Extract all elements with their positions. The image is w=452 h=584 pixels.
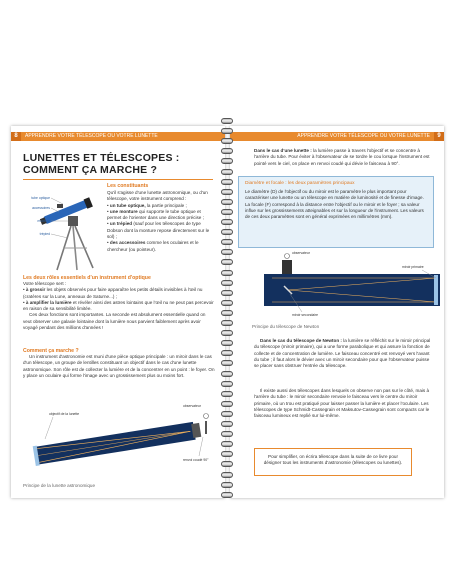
how-it-works-paragraph: Un instrument d'astronomie est muni d'une pièce optique principale : un miroir dans le cas d'un télescope, un groupe de lentilles constituant un objectif dans le cas d'une lunette astronomique. Son rôle est de collecter la lumière et de la concentrer en un point : le foyer. On y place un oculaire qui forme l'image avec un grossissement plus ou moins fort. xyxy=(23,354,215,378)
note-box xyxy=(254,448,412,476)
spiral-ring xyxy=(221,391,233,397)
info-box-title: Diamètre et focale : les deux paramètres principaux xyxy=(245,181,355,186)
spiral-ring xyxy=(221,280,233,286)
spiral-ring xyxy=(221,381,233,387)
constituants-item-3: • un trépied (sauf pour les télescopes de type Dobson dont la monture repose directement sur le sol) ; xyxy=(107,221,210,240)
title-line-2: COMMENT ÇA MARCHE ? xyxy=(23,164,158,176)
page-title xyxy=(23,152,223,176)
spiral-binding xyxy=(221,118,233,503)
newton-diagram xyxy=(252,250,442,322)
spiral-ring xyxy=(221,371,233,377)
spiral-ring xyxy=(221,179,233,185)
spiral-ring xyxy=(221,128,233,134)
spiral-ring xyxy=(221,340,233,346)
spiral-ring xyxy=(221,421,233,427)
label-trepied: trépied xyxy=(39,232,50,236)
label-newton-observateur: observateur xyxy=(292,251,310,255)
info-box-text: Le diamètre (D) de l'objectif ou du miroir est le paramètre le plus important pour caractériser une lunette ou un télescope en matière de luminosité et de finesse d'image. La focale (F) correspond à la distance entre l'objectif ou le miroir et le foyer ; sa valeur influe sur les grossissements atteignables et sur la longueur de l'instrument. Les valeurs de ces deux paramètres sont en général exprimées en millimètres (mm). xyxy=(245,189,424,220)
spiral-ring xyxy=(221,492,233,498)
spiral-ring xyxy=(221,401,233,407)
constituants-intro: Qu'il s'agisse d'une lunette astronomique, ou d'un télescope, votre instrument comprend : xyxy=(107,190,208,202)
spiral-ring xyxy=(221,209,233,215)
constituants-heading: Les constituants xyxy=(107,183,149,189)
right-page xyxy=(230,126,444,498)
spiral-ring xyxy=(221,138,233,144)
label-accessoires: accessoires xyxy=(32,206,50,210)
telescope-illustration xyxy=(21,186,99,271)
spiral-ring xyxy=(221,118,233,124)
spiral-ring xyxy=(221,249,233,255)
refractor-diagram xyxy=(23,401,215,481)
tripod xyxy=(57,226,93,270)
label-objectif: objectif de la lunette xyxy=(49,412,80,416)
spiral-ring xyxy=(221,239,233,245)
info-box xyxy=(238,176,434,248)
spiral-ring xyxy=(221,441,233,447)
constituants-item-1: • un tube optique, la partie principale ; xyxy=(107,202,187,208)
spiral-ring xyxy=(221,199,233,205)
constituants-item-4: • des accessoires comme les oculaires et le chercheur (ou pointeur). xyxy=(107,240,199,252)
label-miroir-secondaire: miroir secondaire xyxy=(292,313,319,317)
spiral-ring xyxy=(221,300,233,306)
other-telescopes-paragraph: Il existe aussi des télescopes dans lesquels on observe non pas sur le côté, mais à l'arrière du tube : le miroir secondaire renvoie le faisceau vers le centre du miroir primaire, où un trou est pratiqué pour laisser passer la lumière et placer l'oculaire. Les télescopes de type Schmidt-Cassegrain et Maksutov-Cassegrain sont compacts car le faisceau lumineux est replié sur lui-même. xyxy=(254,388,430,419)
spiral-ring xyxy=(221,229,233,235)
roles-heading: Les deux rôles essentiels d'un instrument d'optique xyxy=(23,275,151,281)
mount xyxy=(68,216,78,226)
left-page xyxy=(11,126,225,498)
primary-mirror xyxy=(434,275,438,305)
label-observateur: observateur xyxy=(183,404,201,408)
finder xyxy=(57,204,63,208)
spiral-ring xyxy=(221,360,233,366)
spiral-ring xyxy=(221,148,233,154)
page-number-left: 8 xyxy=(11,132,21,141)
constituants-item-2: • une monture qui supporte le tube optique et permet de l'orienter dans une direction précise ; xyxy=(107,208,204,221)
newton-caption: Principe du télescope de Newton xyxy=(252,324,320,329)
label-tube-optique: tube optique xyxy=(31,196,50,200)
right-header-bar xyxy=(230,132,444,141)
roles-bullet-1: • à grossir les objets observés pour faire apparaître les petits détails invisibles à l'œil nu (cratères sur la Lune, anneaux de Saturne...) ; xyxy=(23,287,203,299)
spiral-ring xyxy=(221,350,233,356)
spiral-ring xyxy=(221,472,233,478)
right-header-text: APPRENDRE VOTRE TÉLESCOPE OU VOTRE LUNETTE xyxy=(297,133,430,139)
spiral-ring xyxy=(221,259,233,265)
how-it-works-heading: Comment ça marche ? xyxy=(23,348,79,354)
spiral-ring xyxy=(221,461,233,467)
title-line-1: LUNETTES ET TÉLESCOPES : xyxy=(23,152,180,164)
label-miroir-primaire: miroir primaire xyxy=(402,265,424,269)
spiral-ring xyxy=(221,270,233,276)
left-header-text: APPRENDRE VOTRE TÉLESCOPE OU VOTRE LUNETTE xyxy=(25,133,158,139)
spiral-ring xyxy=(221,330,233,336)
label-monture: monture xyxy=(37,219,50,223)
roles-section xyxy=(23,275,215,331)
spiral-ring xyxy=(221,431,233,437)
refractor-paragraph: Dans le cas d'une lunette : la lumière passe à travers l'objectif et se concentre à l'arrière du tube. Pour éviter à l'observateur de se tordre le cou lorsque l'instrument est pointé vers le ciel, on place en renvoi coudé qui dévie le faisceau à 90°. xyxy=(254,148,430,166)
spiral-ring xyxy=(221,411,233,417)
roles-intro: Votre télescope sert : xyxy=(23,281,67,286)
spiral-ring xyxy=(221,290,233,296)
label-renvoi-coude: renvoi coudé 90° xyxy=(183,458,209,462)
spiral-ring xyxy=(221,189,233,195)
roles-paragraph: Ces deux fonctions sont importantes. La seconde est absolument essentielle quand on veut observer une galaxie lointaine dont la lumière nous parvient faiblement après avoir voyagé pendant des millions d'années ! xyxy=(23,312,206,331)
spiral-ring xyxy=(221,310,233,316)
spiral-ring xyxy=(221,320,233,326)
refractor-caption: Principe de la lunette astronomique xyxy=(23,483,96,488)
eye-icon xyxy=(204,414,209,419)
how-it-works-section xyxy=(23,348,215,379)
note-text: Pour simplifier, on écrira télescope dans la suite de ce livre pour désigner tous les instruments d'astronomie (télescopes ou lunettes). xyxy=(263,454,403,466)
focuser xyxy=(282,260,292,274)
roles-bullet-2: • à amplifier la lumière et révéler ainsi des astres lointains que l'œil nu ne peut pas percevoir en raison de sa sensibilité limitée. xyxy=(23,299,214,312)
spiral-ring xyxy=(221,451,233,457)
spiral-ring xyxy=(221,158,233,164)
spiral-ring xyxy=(221,482,233,488)
page-number-right: 9 xyxy=(434,132,444,141)
newton-paragraph: Dans le cas du télescope de Newton : la lumière se réfléchit sur le miroir principal du télescope (miroir primaire), qui a une forme parabolique et qui assure la fonction de collecte et de concentration de lumière. Le faisceau concentré est renvoyé vers l'avant du tube ; il faut alors le dévier avec un miroir secondaire pour que l'observateur puisse se placer sans obstruer l'entrée du télescope. xyxy=(254,338,431,369)
spiral-ring xyxy=(221,219,233,225)
observer-eye-icon xyxy=(285,254,290,259)
constituants-section xyxy=(107,183,213,253)
spiral-ring xyxy=(221,169,233,175)
title-rule xyxy=(23,179,213,180)
left-header-bar xyxy=(11,132,225,141)
